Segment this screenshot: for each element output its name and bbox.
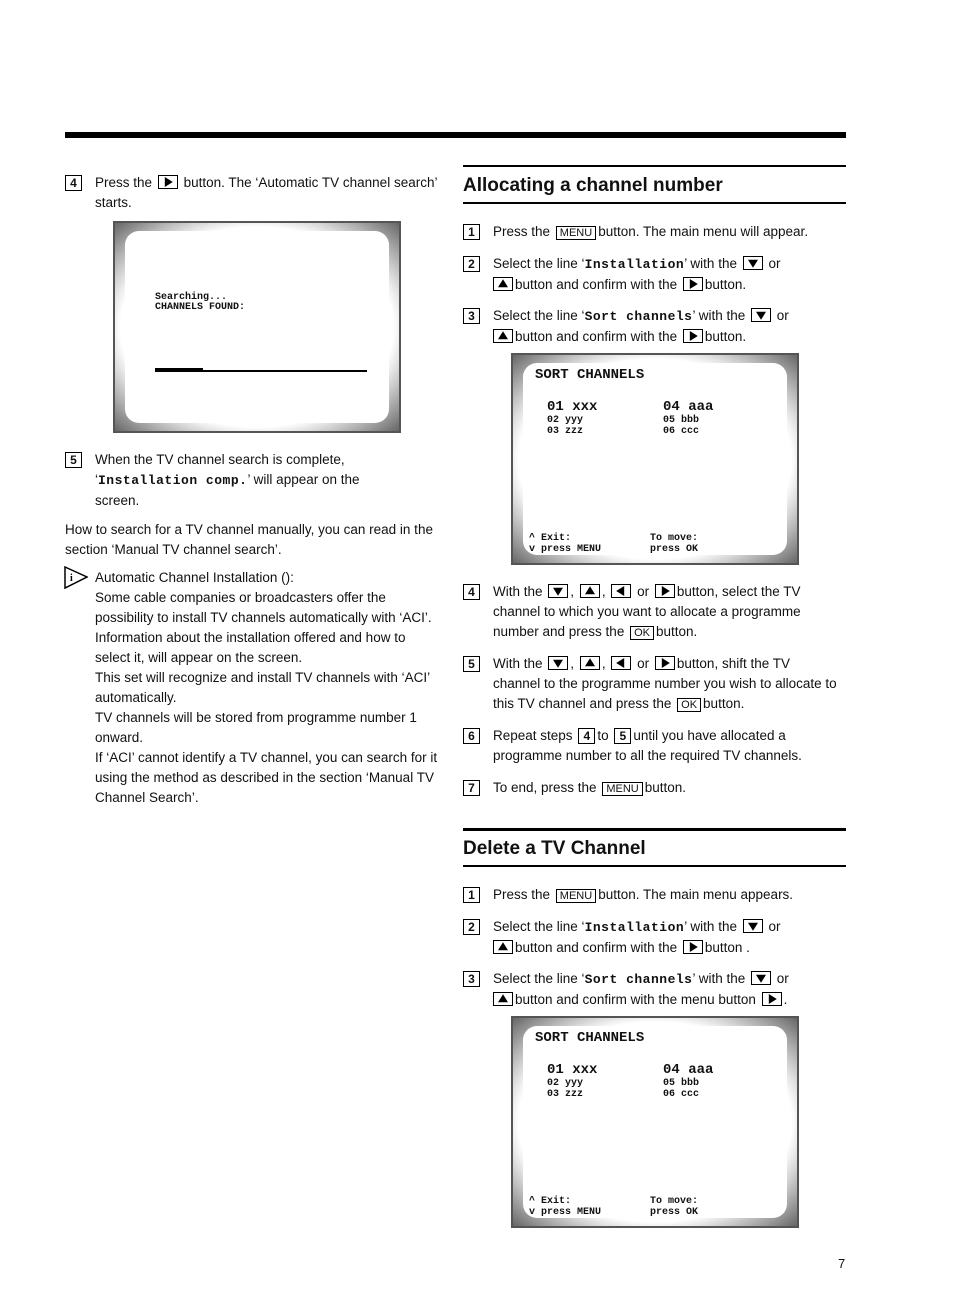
ok-key: OK <box>630 626 654 640</box>
right-arrow-key-icon <box>762 992 782 1006</box>
info-icon <box>64 566 88 590</box>
screen-title: SORT CHANNELS <box>535 367 645 383</box>
right-arrow-key-icon <box>683 329 703 343</box>
section-title-delete: Delete a TV Channel <box>463 838 646 859</box>
left-arrow-key-icon <box>611 584 631 598</box>
up-arrow-key-icon <box>493 329 513 343</box>
aci-note: Automatic Channel Installation (): Some cable companies or broadcasters offer the possibility to install TV channels automatically with ‘ACI’. Information about the installation offered and how to select it, will appear on the screen. This set will recognize and install TV channels with ‘ACI’ automatically. TV channels will be stored from programme number 1 onward. If ‘ACI’ cannot identify a TV channel, you can search for it using the method as described in the section ‘Manual TV Channel Search’. <box>95 570 438 805</box>
right-arrow-key-icon <box>683 940 703 954</box>
page-number: 7 <box>838 1256 846 1271</box>
alloc-step-3: 3 Select the line ‘Sort channels’ with the or button and confirm with the button. <box>463 306 853 347</box>
channels-found-text: CHANNELS FOUND: <box>155 302 246 313</box>
down-arrow-key-icon <box>548 584 568 598</box>
section-title-allocating: Allocating a channel number <box>463 175 723 196</box>
del-step-3: 3 Select the line ‘Sort channels’ with the or button and confirm with the menu button . <box>463 969 853 1010</box>
ok-key: OK <box>677 698 701 712</box>
section-rule <box>463 828 846 831</box>
section-rule <box>463 202 846 204</box>
alloc-step-1: 1 Press the MENU button. The main menu will appear. <box>463 222 853 242</box>
step-4: 4 Press the button. The ‘Automatic TV channel search’ starts. <box>65 173 450 213</box>
del-step-2: 2 Select the line ‘Installation’ with the or button and confirm with the button . <box>463 917 853 958</box>
up-arrow-key-icon <box>493 277 513 291</box>
tv-screen-sort-channels-2: SORT CHANNELS 01 xxx 02 yyy 03 zzz 04 aaa 05 bbb 06 ccc ^ Exit: v press MENU To move: press OK <box>511 1016 799 1228</box>
svg-text:i: i <box>70 573 73 584</box>
up-arrow-key-icon <box>580 656 600 670</box>
down-arrow-key-icon <box>751 308 771 322</box>
menu-key: MENU <box>556 889 596 903</box>
down-arrow-key-icon <box>743 256 763 270</box>
down-arrow-key-icon <box>548 656 568 670</box>
searching-text: Searching... <box>155 292 228 303</box>
down-arrow-key-icon <box>751 971 771 985</box>
right-arrow-key-icon <box>655 656 675 670</box>
right-arrow-key-icon <box>683 277 703 291</box>
section-rule <box>463 865 846 867</box>
section-rule <box>463 165 846 167</box>
step-5: 5 When the TV channel search is complete, ‘Installation comp.’ will appear on the screen. <box>65 450 450 511</box>
up-arrow-key-icon <box>493 940 513 954</box>
del-step-1: 1 Press the MENU button. The main menu appears. <box>463 885 853 905</box>
left-arrow-key-icon <box>611 656 631 670</box>
tv-screen-sort-channels: SORT CHANNELS 01 xxx 02 yyy 03 zzz 04 aaa 05 bbb 06 ccc ^ Exit: v press MENU To move: press OK <box>511 353 799 565</box>
alloc-step-7: 7 To end, press the MENU button. <box>463 778 853 798</box>
menu-key: MENU <box>602 782 642 796</box>
screen-title: SORT CHANNELS <box>535 1030 645 1046</box>
up-arrow-key-icon <box>580 584 600 598</box>
progress-fill <box>155 368 203 372</box>
alloc-step-6: 6 Repeat steps 4 to 5 until you have allocated a programme number to all the required TV channels. <box>463 726 853 766</box>
menu-key: MENU <box>556 226 596 240</box>
alloc-step-5: 5 With the , , or button, shift the TV channel to the programme number you wish to allocate to this TV channel and press the OK button. <box>463 654 853 714</box>
down-arrow-key-icon <box>743 919 763 933</box>
manual-search-paragraph: How to search for a TV channel manually, you can read in the section ‘Manual TV channel search’. <box>65 522 433 557</box>
right-arrow-key-icon <box>655 584 675 598</box>
alloc-step-4: 4 With the , , or button, select the TV channel to which you want to allocate a programme number and press the OK button. <box>463 582 853 642</box>
alloc-step-2: 2 Select the line ‘Installation’ with the or button and confirm with the button. <box>463 254 853 295</box>
step-number: 5 <box>65 452 82 468</box>
top-rule <box>65 132 846 138</box>
right-arrow-key-icon <box>158 175 178 189</box>
step-number: 4 <box>65 175 82 191</box>
up-arrow-key-icon <box>493 992 513 1006</box>
tv-screen-searching <box>113 221 401 433</box>
